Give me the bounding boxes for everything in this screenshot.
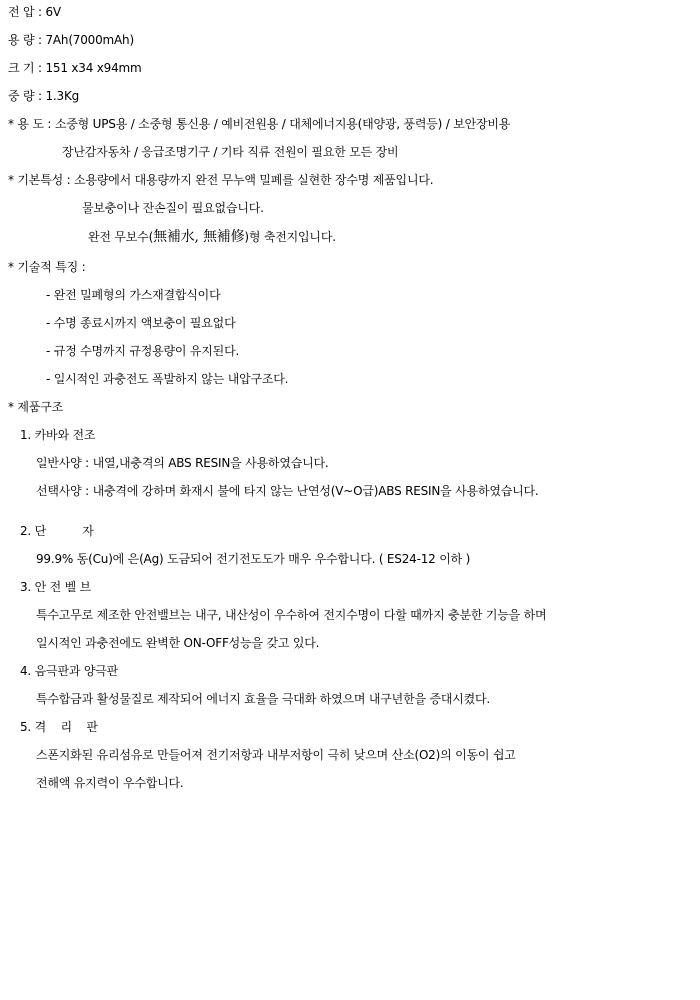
section-4-title: 4. 음극판과 양극판 — [20, 664, 119, 678]
section-1-title: 1. 카바와 전조 — [20, 428, 96, 442]
basic-line-1: * 기본특성 : 소용량에서 대용량까지 완전 무누액 밀폐를 실현한 장수명 제품입니다. — [8, 173, 434, 187]
section-3-line-1: 특수고무로 제조한 안전밸브는 내구, 내산성이 우수하여 전지수명이 다할 때까지 충분한 기능을 하며 — [36, 608, 547, 622]
section-5-title: 5. 격 리 판 — [20, 720, 98, 734]
section-2-line-1: 99.9% 동(Cu)에 은(Ag) 도금되어 전기전도도가 매우 우수합니다. ( ES24-12 이하 ) — [36, 552, 471, 566]
tech-item: - 완전 밀폐형의 가스재결합식이다 — [46, 288, 221, 302]
tech-item: - 수명 종료시까지 액보충이 필요없다 — [46, 316, 236, 330]
spec-weight: 중 량 : 1.3Kg — [8, 89, 80, 103]
basic-line-2: 물보충이나 잔손질이 필요없습니다. — [82, 201, 264, 215]
section-2-title: 2. 단 자 — [20, 524, 94, 538]
section-1-line-1: 일반사양 : 내열,내충격의 ABS RESIN을 사용하였습니다. — [36, 456, 329, 470]
structure-title: * 제품구조 — [8, 400, 63, 414]
section-5-line-1: 스폰지화된 유리섬유로 만들어져 전기저항과 내부저항이 극히 낮으며 산소(O2)의 이동이 쉽고 — [36, 748, 516, 762]
usage-line-1: * 용 도 : 소중형 UPS용 / 소중형 통신용 / 예비전원용 / 대체에너지용(태양광, 풍력등) / 보안장비용 — [8, 117, 511, 131]
section-4-line-1: 특수합금과 활성물질로 제작되어 에너지 효율을 극대화 하였으며 내구년한을 증대시켰다. — [36, 692, 491, 706]
tech-item: - 규정 수명까지 규정용량이 유지된다. — [46, 344, 240, 358]
usage-line-2: 장난감자동차 / 응급조명기구 / 기타 직류 전원이 필요한 모든 장비 — [62, 145, 399, 159]
tech-title: * 기술적 특징 : — [8, 260, 86, 274]
basic-line-3-post: )형 축전지입니다. — [244, 230, 336, 244]
spec-voltage: 전 압 : 6V — [8, 5, 61, 19]
section-1-line-2: 선택사양 : 내충격에 강하며 화재시 불에 타지 않는 난연성(V~O급)ABS RESIN을 사용하였습니다. — [36, 484, 539, 498]
spec-size: 크 기 : 151 x34 x94mm — [8, 61, 142, 75]
spec-capacity: 용 량 : 7Ah(7000mAh) — [8, 33, 134, 47]
section-3-title: 3. 안 전 벨 브 — [20, 580, 92, 594]
basic-line-3-hanja: 無補水, 無補修 — [153, 229, 245, 245]
tech-item: - 일시적인 과충전도 폭발하지 않는 내압구조다. — [46, 372, 289, 386]
section-5-line-2: 전해액 유지력이 우수합니다. — [36, 776, 184, 790]
basic-line-3 — [88, 229, 336, 245]
basic-line-3-pre: 완전 무보수( — [88, 230, 154, 244]
section-3-line-2: 일시적인 과충전에도 완벽한 ON-OFF성능을 갖고 있다. — [36, 636, 320, 650]
